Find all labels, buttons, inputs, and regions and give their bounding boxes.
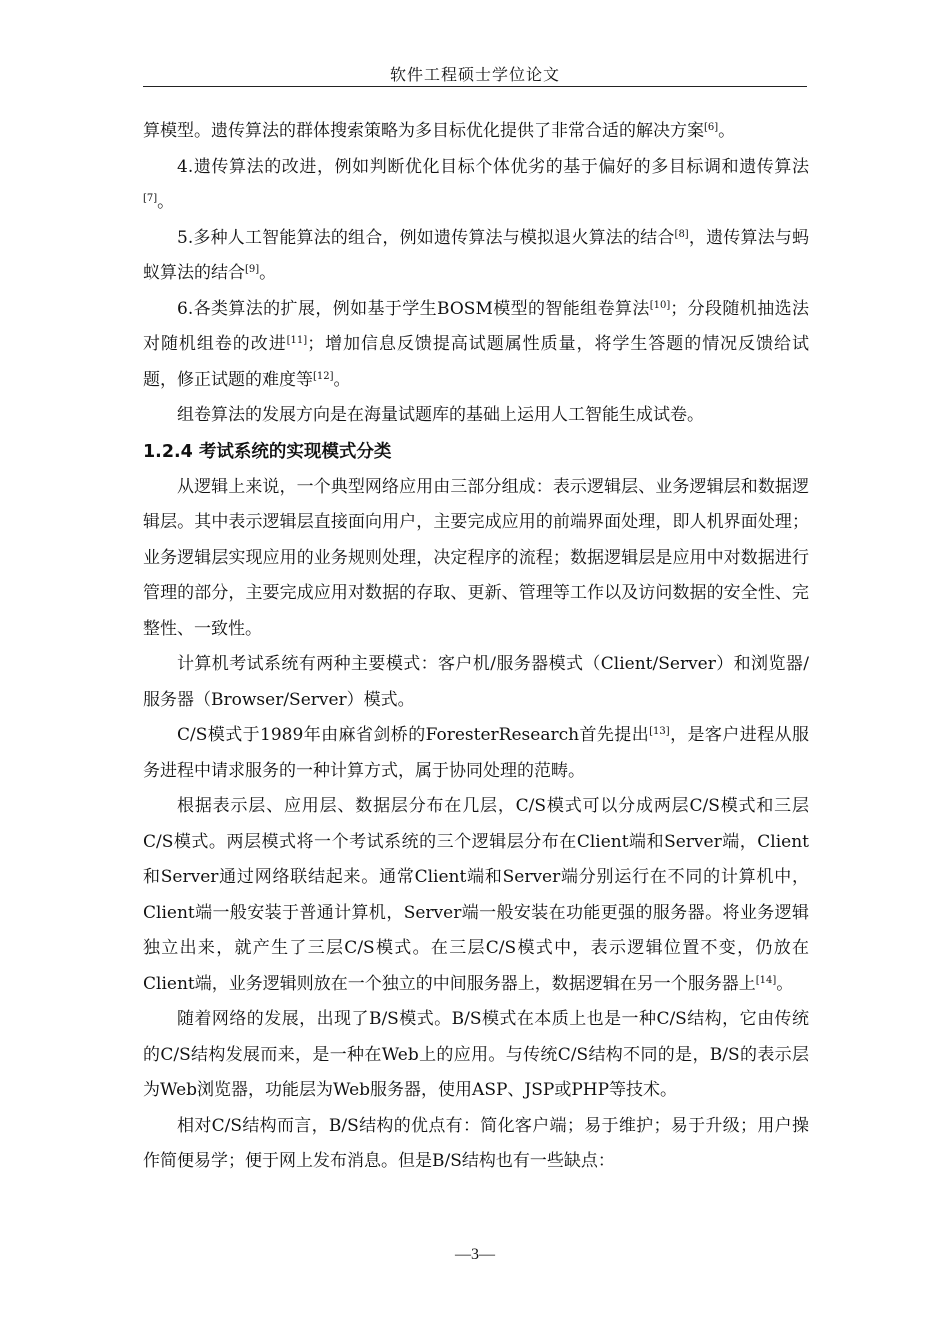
citation: [10] <box>649 299 671 311</box>
paragraph: 随着网络的发展，出现了B/S模式。B/S模式在本质上也是一种C/S结构，它由传统的C/S结构发展而来，是一种在Web上的应用。与传统C/S结构不同的是，B/S的表示层为Web浏览器，功能层为Web服务器，使用ASP、JSP或PHP等技术。 <box>143 1009 809 1100</box>
header-divider <box>143 86 807 87</box>
paragraph: 6.各类算法的扩展，例如基于学生BOSM模型的智能组卷算法[10]；分段随机抽选法对随机组卷的改进[11]；增加信息反馈提高试题属性质量，将学生答题的情况反馈给试题，修正试题的难度等[12]。 <box>143 298 810 390</box>
paragraph: 5.多种人工智能算法的组合，例如遗传算法与模拟退火算法的结合[8]，遗传算法与蚂蚁算法的结合[9]。 <box>143 227 810 283</box>
paragraph: 组卷算法的发展方向是在海量试题库的基础上运用人工智能生成试卷。 <box>177 405 704 425</box>
body-text <box>143 114 809 1180</box>
citation: [9] <box>245 264 260 275</box>
citation: [12] <box>313 370 334 382</box>
citation: [6] <box>704 122 719 133</box>
paragraph: 4.遗传算法的改进，例如判断优化目标个体优劣的基于偏好的多目标调和遗传算法[7]。 <box>143 156 809 212</box>
citation: [11] <box>286 335 308 346</box>
citation: [7] <box>143 193 158 204</box>
page-number: —3— <box>455 1246 495 1263</box>
paragraph: C/S模式于1989年由麻省剑桥的ForesterResearch首先提出[13]，是客户进程从服务进程中请求服务的一种计算方式，属于协同处理的范畴。 <box>143 725 810 781</box>
running-header: 软件工程硕士学位论文 <box>389 65 560 84</box>
section-heading: 1.2.4 考试系统的实现模式分类 <box>143 441 392 462</box>
paragraph: 根据表示层、应用层、数据层分布在几层，C/S模式可以分成两层C/S模式和三层C/S模式。两层模式将一个考试系统的三个逻辑层分布在Client端和Server端，Client和Server通过网络联结起来。通常Client端和Server端分别运行在不同的计算机中，Client端一般安装于普通计算机，Server端一般安装在功能更强的服务器。将业务逻辑独立出来，就产生了三层C/S模式。在三层C/S模式中，表示逻辑位置不变，仍放在Client端，业务逻辑则放在一个独立的中间服务器上，数据逻辑在另一个服务器上[14]。 <box>143 796 809 994</box>
paragraph: 从逻辑上来说，一个典型网络应用由三部分组成：表示逻辑层、业务逻辑层和数据逻辑层。其中表示逻辑层直接面向用户，主要完成应用的前端界面处理，即人机界面处理；业务逻辑层实现应用的业务规则处理，决定程序的流程；数据逻辑层是应用中对数据进行管理的部分，主要完成应用对数据的存取、更新、管理等工作以及访问数据的安全性、完整性、一致性。 <box>143 476 809 639</box>
citation: [8] <box>674 228 689 240</box>
paragraph: 相对C/S结构而言，B/S结构的优点有：简化客户端；易于维护；易于升级；用户操作简便易学；便于网上发布消息。但是B/S结构也有一些缺点： <box>143 1115 809 1171</box>
paragraph: 计算机考试系统有两种主要模式：客户机/服务器模式（Client/Server）和浏览器/服务器（Browser/Server）模式。 <box>143 654 809 710</box>
citation: [13] <box>649 726 670 737</box>
citation: [14] <box>755 974 777 986</box>
paragraph: 算模型。遗传算法的群体搜索策略为多目标优化提供了非常合适的解决方案[6]。 <box>143 121 736 141</box>
